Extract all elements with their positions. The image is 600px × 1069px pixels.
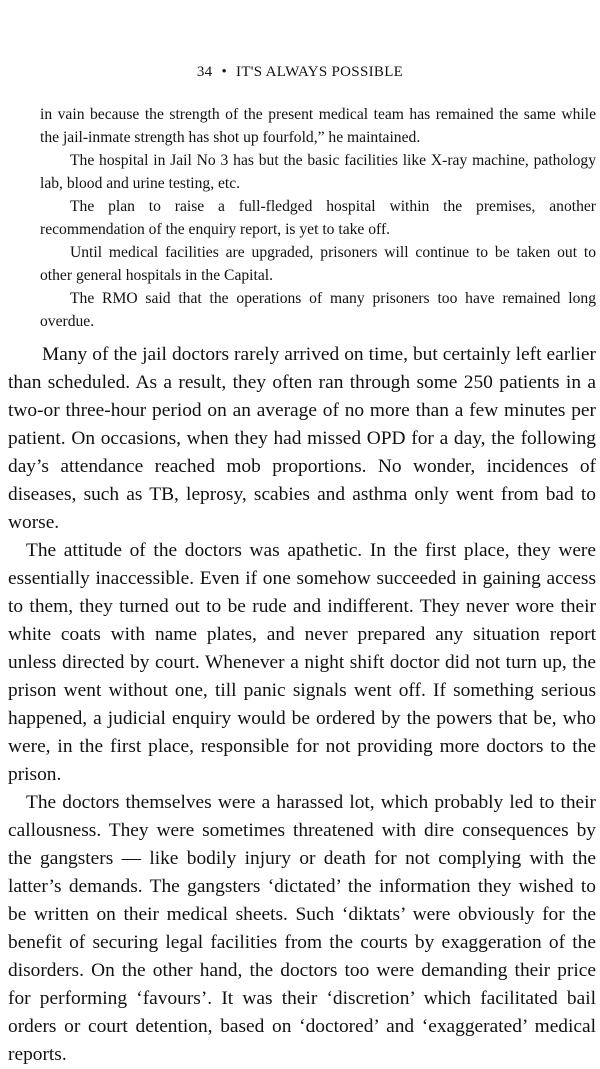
body-text — [8, 341, 596, 1069]
quote-paragraph: The hospital in Jail No 3 has but the basic facilities like X-ray machine, pathology lab, blood and urine testing, etc. — [40, 152, 596, 192]
running-header — [0, 64, 600, 81]
quote-paragraph: The plan to raise a full-fledged hospital within the premises, another recommendation of the enquiry report, is yet to take off. — [40, 198, 596, 238]
body-paragraph: The attitude of the doctors was apathetic. In the first place, they were essentially inaccessible. Even if one somehow succeeded in gaining access to them, they turned out to be rude and indifferent. They never wore their white coats with name plates, and never prepared any situation report unless directed by court. Whenever a night shift doctor did not turn up, the prison went without one, till panic signals went off. If something serious happened, a judicial enquiry would be ordered by the powers that be, who were, in the first place, responsible for not providing more doctors to the prison. — [8, 540, 596, 785]
quote-paragraph: in vain because the strength of the present medical team has remained the same while the jail-inmate strength has shot up fourfold,” he maintained. — [40, 106, 596, 146]
body-paragraph: The doctors themselves were a harassed lot, which probably led to their callousness. They were sometimes threatened with dire consequences by the gangsters — like bodily injury or death for not complying with the latter’s demands. The gangsters ‘dictated’ the information they wished to be written on their medical sheets. Such ‘diktats’ were obviously for the benefit of securing legal facilities from the courts by exaggeration of the disorders. On the other hand, the doctors too were demanding their price for performing ‘favours’. It was their ‘discretion’ which facilitated bail orders or court detention, based on ‘doctored’ and ‘exaggerated’ medical reports. — [8, 792, 596, 1065]
book-title: IT'S ALWAYS POSSIBLE — [236, 64, 404, 80]
header-separator: • — [221, 64, 228, 80]
quote-paragraph: Until medical facilities are upgraded, prisoners will continue to be taken out to other general hospitals in the Capital. — [40, 244, 596, 284]
body-paragraph: Many of the jail doctors rarely arrived on time, but certainly left earlier than scheduled. As a result, they often ran through some 250 patients in a two-or three-hour period on an average of no more than a few minutes per patient. On occasions, when they had missed OPD for a day, the following day’s attendance reached mob proportions. No wonder, incidences of diseases, such as TB, leprosy, scabies and asthma only went from bad to worse. — [8, 344, 596, 533]
page-number: 34 — [196, 64, 213, 80]
quoted-excerpt — [40, 103, 596, 333]
quote-paragraph: The RMO said that the operations of many prisoners too have remained long overdue. — [40, 290, 596, 330]
